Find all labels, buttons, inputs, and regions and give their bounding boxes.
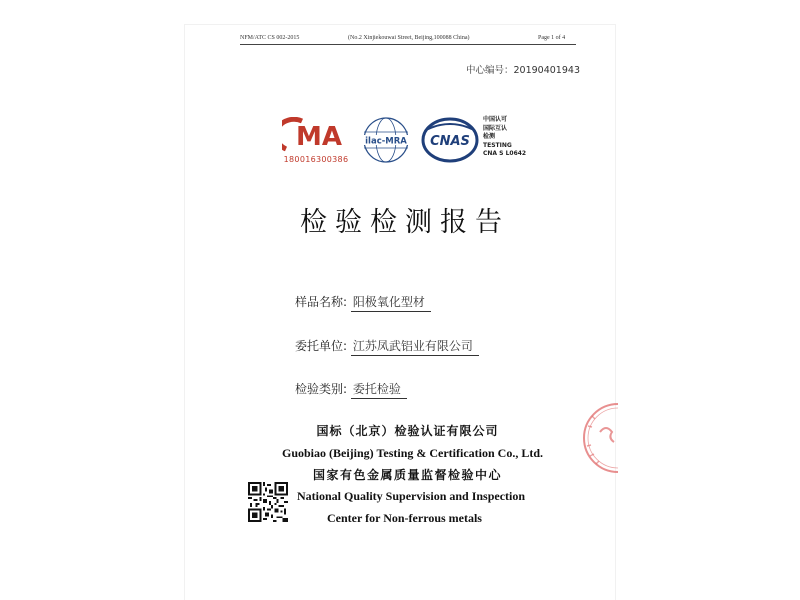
cnas-line-4: TESTING	[483, 141, 512, 149]
ilac-text: ilac-MRA	[365, 136, 407, 147]
inspection-type-value: 委托检验	[351, 380, 407, 399]
qr-code	[248, 482, 288, 522]
certificate-number: 中心编号：20190401943	[466, 65, 580, 76]
center-name-en-line2: Center for Non-ferrous metals	[327, 511, 482, 525]
org-name-cn: 国标（北京）检验认证有限公司	[316, 424, 499, 438]
cnas-line-1: 中国认可	[483, 116, 508, 123]
inspection-type-row	[295, 380, 407, 399]
header-rule	[240, 44, 576, 45]
org-name-en: Guobiao (Beijing) Testing & Certification Co., Ltd.	[282, 446, 544, 460]
doc-code: NFM/ATC CS 002-2015	[240, 35, 300, 41]
page-number: Page 1 of 4	[538, 35, 566, 41]
cma-logo	[282, 117, 350, 164]
red-seal-stamp	[578, 398, 618, 478]
sample-name-value: 阳极氧化型材	[351, 293, 431, 312]
cnas-logo	[420, 116, 480, 168]
client-row	[295, 337, 479, 356]
center-name-en-line1: National Quality Supervision and Inspection	[297, 489, 526, 503]
cnas-letters: CNAS	[430, 134, 470, 149]
client-label: 委托单位:	[295, 339, 348, 353]
cnas-line-5: CNA S L0642	[483, 150, 527, 157]
cma-letters: MA	[296, 122, 342, 152]
cnas-caption	[483, 116, 526, 159]
ilac-mra-logo	[360, 115, 412, 169]
header-address: (No.2 Xinjiekouwai Street, Beijing,100088 China)	[348, 35, 470, 41]
sample-name-row	[295, 293, 431, 312]
cnas-line-2: 国际互认	[483, 124, 508, 132]
sample-name-label: 样品名称:	[295, 295, 348, 309]
center-name-cn: 国家有色金属质量监督检验中心	[312, 468, 502, 482]
inspection-type-label: 检验类别:	[295, 382, 348, 396]
report-title: 检验检测报告	[300, 207, 510, 238]
cma-number: 180016300386	[283, 155, 349, 164]
client-value: 江苏凤武铝业有限公司	[351, 337, 479, 356]
cnas-line-3: 检测	[483, 133, 496, 140]
